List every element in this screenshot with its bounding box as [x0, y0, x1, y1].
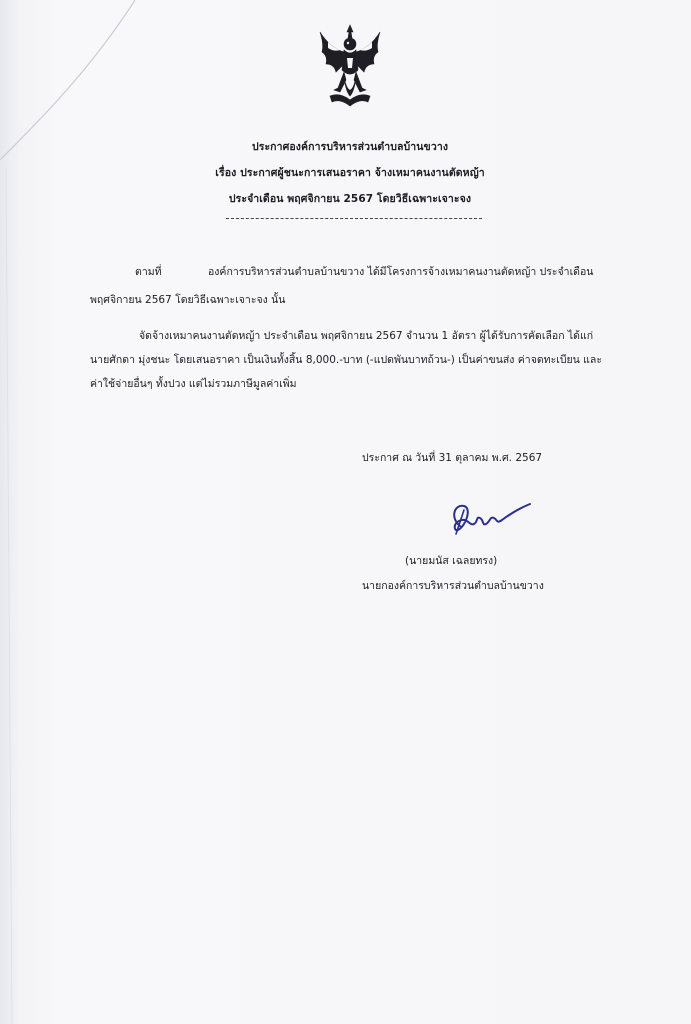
paragraph1-intro: ตามที่ — [135, 266, 162, 278]
handwritten-signature — [444, 496, 534, 540]
paragraph2-line3: ค่าใช้จ่ายอื่นๆ ทั้งปวง แต่ไม่รวมภาษีมูลค่าเพิ่ม — [90, 378, 297, 390]
paragraph2-line2: นายศักดา มุ่งชนะ โดยเสนอราคา เป็นเงินทั้งสิ้น 8,000.-บาท (-แปดพันบาทถ้วน-) เป็นค่าขนส่ง ค่าจดทะเบียน และ — [90, 354, 602, 366]
signer-title: นายกองค์การบริหารส่วนตำบลบ้านขวาง — [362, 580, 544, 592]
signer-name: (นายมนัส เฉลยทรง) — [405, 555, 498, 567]
paragraph1-line1: องค์การบริหารส่วนตำบลบ้านขวาง ได้มีโครงการจ้างเหมาคนงานตัดหญ้า ประจำเดือน — [208, 266, 594, 278]
garuda-emblem-icon — [314, 22, 386, 112]
announcement-date: ประกาศ ณ วันที่ 31 ตุลาคม พ.ศ. 2567 — [362, 452, 543, 464]
document-header-line1: ประกาศองค์การบริหารส่วนตำบลบ้านขวาง — [251, 141, 449, 153]
paragraph2-line1: จัดจ้างเหมาคนงานตัดหญ้า ประจำเดือน พฤศจิกายน 2567 จำนวน 1 อัตรา ผู้ได้รับการคัดเลือก ได้แก่ — [139, 330, 594, 342]
paragraph1-line2: พฤศจิกายน 2567 โดยวิธีเฉพาะเจาะจง นั้น — [90, 294, 286, 306]
header-divider — [226, 218, 482, 219]
document-header-subject: เรื่อง ประกาศผู้ชนะการเสนอราคา จ้างเหมาคนงานตัดหญ้า — [215, 167, 485, 179]
document-header-period: ประจำเดือน พฤศจิกายน 2567 โดยวิธีเฉพาะเจาะจง — [228, 193, 472, 205]
